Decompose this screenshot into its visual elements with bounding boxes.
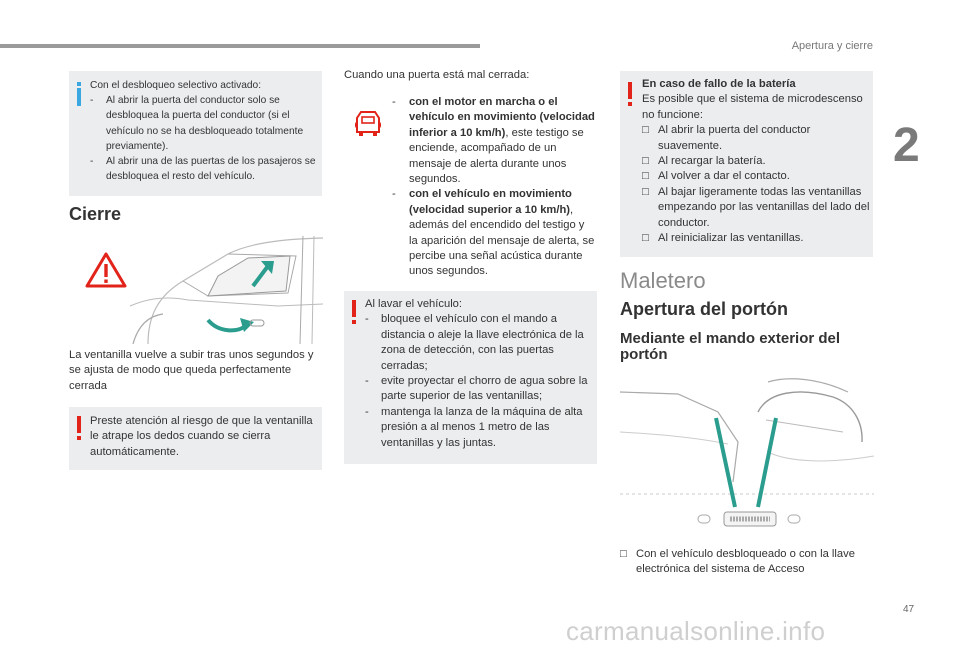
list-item: □ Al volver a dar el contacto. (642, 170, 790, 183)
info-box (69, 71, 322, 196)
list-item: - bloquee el vehículo con el mando a distancia o aleje la llave electrónica de la zona de detección, con las puertas cerradas; (365, 313, 584, 372)
header-bar (0, 44, 480, 48)
list-item: - evite proyectar el chorro de agua sobre la parte superior de las ventanillas; (365, 375, 588, 403)
battery-intro: Es posible que el sistema de microdescenso no funcione: (642, 93, 863, 121)
warning-exclamation-icon (626, 82, 634, 106)
heading-maletero: Maletero (620, 268, 706, 293)
battery-box (620, 71, 873, 257)
heading-apertura: Apertura del portón (620, 299, 789, 319)
car-door-window-illustration (128, 236, 324, 344)
list-item: □ Al reinicializar las ventanillas. (642, 232, 804, 245)
door-open-warning-icon (355, 108, 381, 138)
heading-cierre: Cierre (69, 204, 122, 224)
list-item: - con el vehículo en movimiento (velocidad superior a 10 km/h), además del encendido del testigo y la aparición del mensaje de alerta, se percibe una señal acústica durante unos segundos. (392, 188, 595, 278)
list-item: - Al abrir una de las puertas de los pasajeros se desbloquea el resto del vehículo. (90, 156, 316, 183)
info-intro: Con el desbloqueo selectivo activado: (90, 80, 262, 91)
watermark: carmanualsonline.info (566, 616, 826, 646)
section-title: Apertura y cierre (791, 40, 873, 52)
list-item: - mantenga la lanza de la máquina de alta presión a al menos 1 metro de las ventanillas y las juntas. (365, 405, 583, 449)
list-item: - Al abrir la puerta del conductor solo se desbloquea la puerta del conductor (si el vehículo no se ha desbloqueado totalmente previamente). (90, 95, 304, 152)
chapter-number: 2 (893, 119, 920, 172)
wash-warning-box (344, 291, 597, 464)
battery-title: En caso de fallo de la batería (642, 78, 796, 90)
info-icon (75, 82, 83, 106)
tailgate-handle-illustration (618, 372, 876, 542)
list-item: □ Al recargar la batería. (642, 155, 766, 168)
warning-exclamation-icon (350, 300, 358, 324)
warning-box (69, 407, 322, 470)
wash-intro: Al lavar el vehículo: (365, 298, 463, 310)
warning-exclamation-icon (75, 416, 83, 440)
list-item: □ Con el vehículo desbloqueado o con la llave electrónica del sistema de Acceso (620, 548, 855, 576)
list-item: □ Al bajar ligeramente todas las ventanillas empezando por las ventanillas del lado del conductor. (642, 185, 870, 229)
mid-intro: Cuando una puerta está mal cerrada: (344, 69, 530, 81)
cierre-paragraph: La ventanilla vuelve a subir tras unos segundos y se ajusta de modo que queda perfectamente cerrada (69, 349, 314, 392)
warning-triangle-icon (85, 252, 127, 288)
list-item: □ Al abrir la puerta del conductor suavemente. (642, 124, 811, 152)
list-item: - con el motor en marcha o el vehículo en movimiento (velocidad inferior a 10 km/h), este testigo se enciende, acompañado de un mensaje de alerta durante unos segundos. (392, 96, 595, 186)
heading-mediante: Mediante el mando exterior del portón (620, 330, 841, 363)
page-number: 47 (903, 604, 915, 615)
warning-text: Preste atención al riesgo de que la ventanilla le atrape los dedos cuando se cierra automáticamente. (90, 415, 313, 458)
